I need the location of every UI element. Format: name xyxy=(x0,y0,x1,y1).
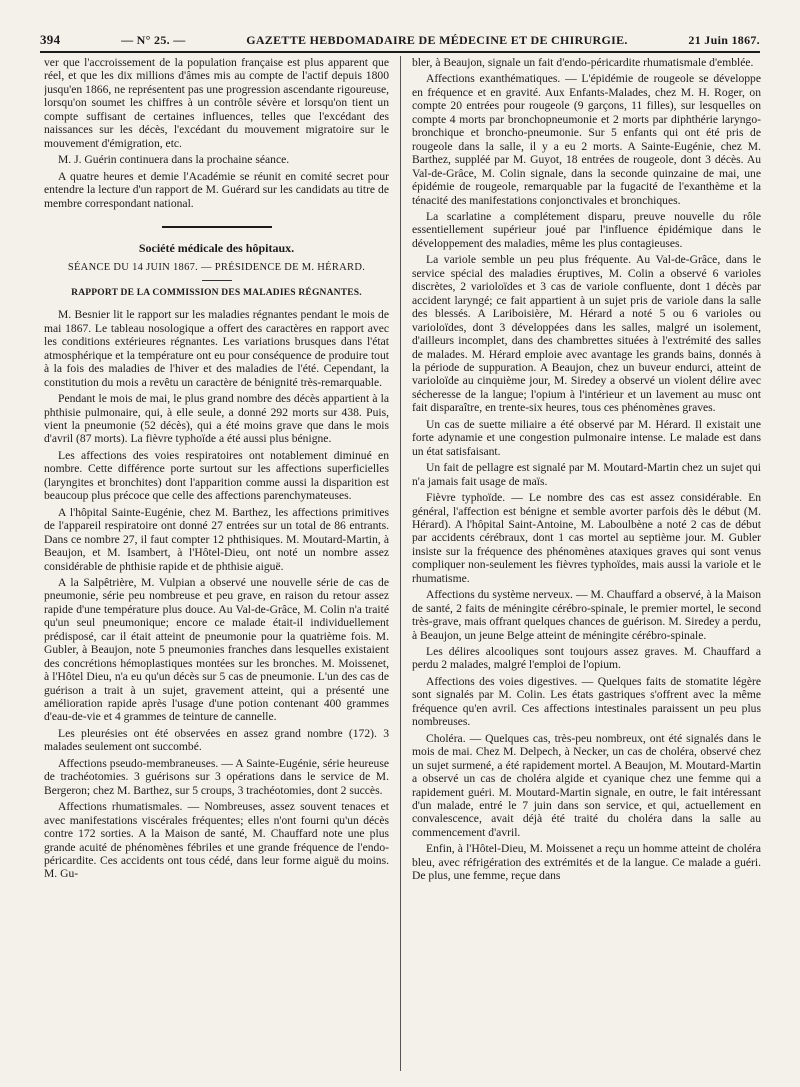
right-column xyxy=(412,56,761,1074)
paragraph: Affections pseudo-membraneuses. — A Sainte-Eugénie, série heureuse de trachéotomies. 3 guérisons sur 3 opérations dans le service de M. Bergeron; chez M. Barthez, sur 5 croups, 3 trachéotomies, dont 2 succès. xyxy=(44,756,389,797)
section-title: Société médicale des hôpitaux. xyxy=(138,240,295,255)
paragraph: Fièvre typhoïde. — Le nombre des cas est assez considérable. En général, l'affection est bénigne et semble avorter parfois dès le début (M. Hérard). A l'hôpital Saint-Antoine, M. Laboulbène a noté 2 cas de début par accidents cérébraux, dont 1 cas mortel au septième jour. M. Gubler insiste sur la fréquence des phénomènes ataxiques graves qui sont venus compliquer non-seulement les fièvres typhoïdes, mais aussi la variole et le rhumatisme. xyxy=(412,491,761,585)
paragraph: Enfin, à l'Hôtel-Dieu, M. Moissenet a reçu un homme atteint de choléra bleu, avec réfrigération des extrémités et de la langue. Ce malade a guéri. De plus, une femme, reçue dans xyxy=(412,842,761,883)
paragraph: Affections exanthématiques. — L'épidémie de rougeole se développe en fréquence et en gravité. Aux Enfants-Malades, chez M. H. Roger, on compte 20 entrées pour rougeole (9 garçons, 11 filles), sur lesquelles on compte 4 morts par bronchopneumonie et 2 morts par diphthérie laryngo-bronchique et broncho-pneumonie. Sur 5 enfants qui ont été pris de rougeole dans la salle, il y a eu 2 morts. A Sainte-Eugénie, chez M. Barthez, suppléé par M. Guyot, 18 entrées de rougeole, dont 3 décès. Au Val-de-Grâce, M. Colin signale, dans la seconde quinzaine de mai, une épidémie de rougeole, remarquable par la fugacité de l'exanthème et la ténacité des manifestations conjonctivales et bronchiques. xyxy=(412,72,761,207)
paragraph: M. J. Guérin continuera dans la prochaine séance. xyxy=(58,153,290,167)
paragraph: A la Salpêtrière, M. Vulpian a observé une nouvelle série de cas de pneumonie, série peu nombreuse et peu grave, en raison du retour assez rapide d'une température plus douce. Au Val-de-Grâce, M. Colin n'a traité qu'un seul pneumonique; encore ce malade était-il individuellement prédisposé, car il était atteint de pneumonie pour la quatrième fois. M. Gubler, à Beaujon, note 5 pneumonies franches dans lesquelles existaient des concrétions hémoplastiques montées sur les bronches. M. Moissenet, à l'Hôtel Dieu, n'a eu qu'un décès sur 5 cas de pneumonie. L'un des cas de guérison a trait à un sujet, gravement atteint, qui a présenté une amélioration rapide après l'usage d'une potion contenant 400 grammes d'eau-de-vie et 4 grammes de teinture de cannelle. xyxy=(44,575,389,724)
paragraph: La variole semble un peu plus fréquente. Au Val-de-Grâce, dans le service spécial des maladies éruptives, M. Colin a observé 6 varioles discrètes, 2 varioloïdes et 3 cas de variole confluente, dont 1 décès par accident laryngé; ce fait appartient à un sujet pris de variole dans la salle des blessés. A Lariboisière, M. Hérard a noté 5 ou 6 varioles ou varioloïdes, dont 3 développées dans les salles, malgré un isolement, d'ailleurs incomplet, dans des chambrettes situées à l'extrémité des salles de malades. M. Hérard emploie avec avantage les grands bains, donnés à la période de suppuration. A Beaujon, chez un buveur endurci, atteint de varioloïde au cinquième jour, M. Siredey a observé un violent délire avec sécheresse de la langue; l'opium à l'intérieur et un lavement au musc ont fait disparaître, en trente-six heures, tous ces phénomènes graves. xyxy=(412,253,761,415)
section-divider xyxy=(162,226,272,228)
paragraph: Affections des voies digestives. — Quelques faits de stomatite légère sont signalés par M. Colin. Les états gastriques s'offrent avec la même fréquence qu'en avril. Ces affections intestinales paraissent un peu plus nombreuses. xyxy=(412,674,761,729)
report-heading: RAPPORT DE LA COMMISSION DES MALADIES RÉGNANTES. xyxy=(71,287,362,298)
session-line: SÉANCE DU 14 JUIN 1867. — PRÉSIDENCE DE M. HÉRARD. xyxy=(67,262,366,274)
paragraph: Un fait de pellagre est signalé par M. Moutard-Martin chez un sujet qui n'a jamais fait usage de maïs. xyxy=(412,461,761,488)
paragraph: La scarlatine a complétement disparu, preuve nouvelle du rôle essentiellement supérieur joué par l'influence épidémique dans le développement des maladies, même les plus contagieuses. xyxy=(412,209,761,250)
paragraph: A quatre heures et demie l'Académie se réunit en comité secret pour entendre la lecture d'un rapport de M. Guérard sur les candidats au titre de membre correspondant national. xyxy=(44,169,389,210)
column-divider xyxy=(400,56,401,1071)
issue-number: — N° 25. — xyxy=(121,33,186,47)
small-divider xyxy=(202,280,232,281)
paragraph: Affections du système nerveux. — M. Chauffard a observé, à la Maison de santé, 2 faits de méningite cérébro-spinale, le premier mortel, le second très-grave, mais offrant quelques chances de guérison. M. Siredey a perdu, à Beaujon, un jeune Belge atteint de méningite cérébro-spinale. xyxy=(412,588,761,642)
paragraph: Affections rhumatismales. — Nombreuses, assez souvent tenaces et avec manifestations viscérales fréquentes; elles n'ont fourni qu'un décès contre 172 sorties. A la Maison de santé, M. Chauffard note une plus grande acuité de phénomènes fébriles et une grande fréquence de l'endo-péricardite. Ces accidents ont tous cédé, dans leur forme aiguë du moins. M. Gu- xyxy=(44,800,389,881)
paragraph: Choléra. — Quelques cas, très-peu nombreux, ont été signalés dans le mois de mai. Chez M. Delpech, à Necker, un cas de choléra, observé chez un sujet surmené, a été rapidement mortel. A Beaujon, M. Moutard-Martin a observé un cas de choléra algide et cyanique chez une femme qui a rapidement guéri. M. Moutard-Martin signale, en outre, le fait intéressant d'un malade, entré le 7 juin dans son service, et qui, actuellement en convalescence, avait déjà été traité du choléra dans la salle au commencement d'avril. xyxy=(412,731,761,839)
paragraph: ver que l'accroissement de la population française est plus apparent que réel, et que les dix millions d'âmes mis au compte de l'actif depuis 1800 jusqu'en 1866, ne représentent pas une progression ascendante rigoureuse, lorsqu'on soumet les chiffres à un contrôle sévère et lorsqu'on tient un compte suffisant de certaines influences, telles que l'excédant des naissances sur les décès, l'excédant du mouvement migratoire sur le mouvement d'émigration, etc. xyxy=(44,56,389,150)
paragraph: Les pleurésies ont été observées en assez grand nombre (172). 3 malades seulement ont succombé. xyxy=(44,726,389,754)
paragraph: M. Besnier lit le rapport sur les maladies régnantes pendant le mois de mai 1867. Le tableau nosologique a offert des caractères en rapport avec les conditions extérieures régnantes. Les variations brusques dans l'état atmosphérique et la température ont eu pour conséquence de produire tout à la fois des maladies de l'hiver et des maladies de l'été. Cependant, la constitution du mois a revêtu un caractère de bénignité très-remarquable. xyxy=(44,308,389,389)
left-column xyxy=(44,56,389,1074)
paragraph: Un cas de suette miliaire a été observé par M. Hérard. Il existait une forte adynamie et une congestion pulmonaire intense. Le malade est dans un état satisfaisant. xyxy=(412,417,761,458)
paragraph: Les affections des voies respiratoires ont notablement diminué en nombre. Cette différence porte surtout sur les affections superficielles (laryngites et bronchites) dont l'apparition comme aussi la disparition est beaucoup plus précoce que celle des affections parenchymateuses. xyxy=(44,448,389,503)
page-number: 394 xyxy=(40,32,61,47)
page-header xyxy=(40,26,760,53)
paragraph: A l'hôpital Sainte-Eugénie, chez M. Barthez, les affections primitives de l'appareil respiratoire ont donné 27 entrées sur un total de 86 entrants. Dans ce nombre 27, il faut compter 12 phthisiques. M. Moutard-Martin, à Beaujon, et M. Isambert, à l'Hôtel-Dieu, ont noté un nombre assez considérable de phthisie rapide et de phthisie aiguë. xyxy=(44,505,389,573)
issue-date: 21 Juin 1867. xyxy=(688,33,760,47)
paragraph: bler, à Beaujon, signale un fait d'endo-péricardite rhumatismale d'emblée. xyxy=(412,56,754,69)
paragraph: Pendant le mois de mai, le plus grand nombre des décès appartient à la phthisie pulmonaire, qui, à elle seule, a donné 292 morts sur 438. Puis, vient la pneumonie (52 décès), qui a été moins grave que dans le mois d'avril (87 morts). La fièvre typhoïde a été aussi plus bénigne. xyxy=(44,392,389,446)
journal-title: GAZETTE HEBDOMADAIRE DE MÉDECINE ET DE CHIRURGIE. xyxy=(246,33,628,47)
paragraph: Les délires alcooliques sont toujours assez graves. M. Chauffard a perdu 2 malades, malgré l'emploi de l'opium. xyxy=(412,645,761,672)
